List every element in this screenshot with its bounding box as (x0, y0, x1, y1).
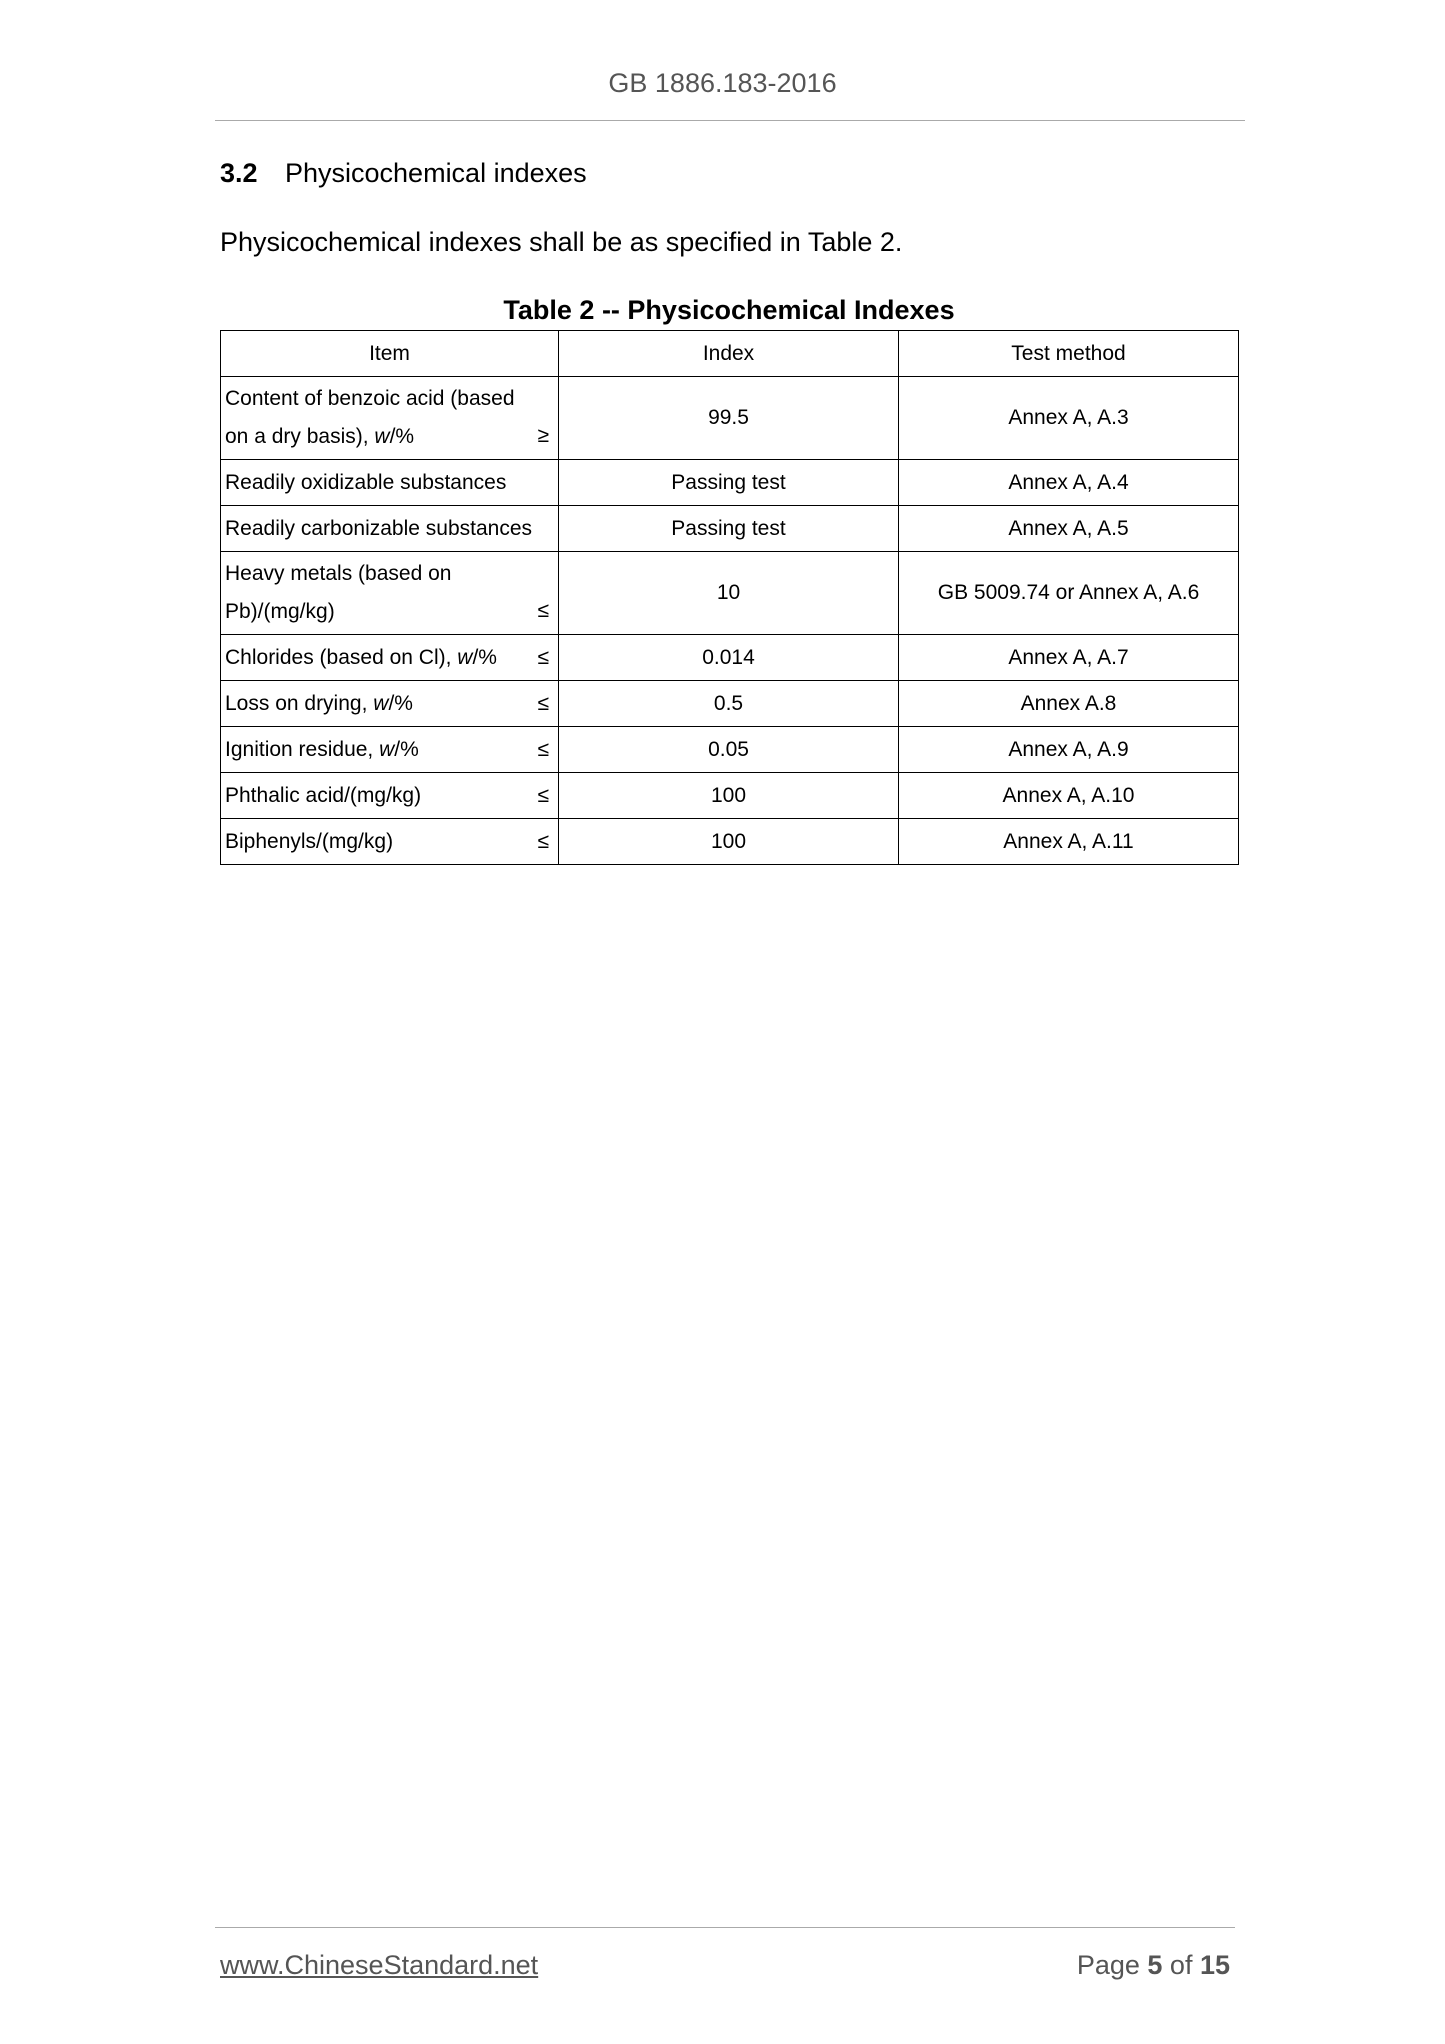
column-header-test-method: Test method (899, 331, 1239, 377)
table-caption: Table 2 -- Physicochemical Indexes (503, 295, 955, 325)
header-divider (215, 120, 1245, 121)
test-method-cell: Annex A, A.5 (899, 506, 1239, 552)
table-row (221, 552, 1239, 635)
section-heading (220, 158, 587, 189)
website-link[interactable]: www.ChineseStandard.net (220, 1950, 539, 1980)
item-cell: Phthalic acid/(mg/kg) ≤ (221, 773, 559, 819)
test-method-cell: Annex A, A.11 (899, 819, 1239, 865)
index-cell: 0.5 (559, 681, 899, 727)
table-row (221, 506, 1239, 552)
table-header-row (221, 331, 1239, 377)
index-cell: 99.5 (559, 377, 899, 460)
test-method-cell: Annex A, A.10 (899, 773, 1239, 819)
page-number: Page 5 of 15 (1076, 1950, 1230, 1980)
item-cell: Readily carbonizable substances (221, 506, 559, 552)
comparison-symbol: ≤ (537, 692, 549, 715)
column-header-item: Item (221, 331, 559, 377)
test-method-cell: Annex A, A.3 (899, 377, 1239, 460)
test-method-cell: Annex A, A.4 (899, 460, 1239, 506)
test-method-cell: Annex A, A.9 (899, 727, 1239, 773)
footer-divider (215, 1927, 1235, 1928)
index-cell: 100 (559, 773, 899, 819)
test-method-cell: Annex A, A.7 (899, 635, 1239, 681)
comparison-symbol: ≥ (537, 424, 549, 447)
table-row (221, 635, 1239, 681)
comparison-symbol: ≤ (537, 738, 549, 761)
intro-paragraph: Physicochemical indexes shall be as specified in Table 2. (220, 227, 903, 257)
item-cell: Readily oxidizable substances (221, 460, 559, 506)
physicochemical-table (220, 330, 1239, 865)
table-row (221, 681, 1239, 727)
document-header: GB 1886.183-2016 (608, 68, 837, 98)
test-method-cell: Annex A.8 (899, 681, 1239, 727)
index-cell: 0.014 (559, 635, 899, 681)
comparison-symbol: ≤ (537, 599, 549, 622)
section-title: Physicochemical indexes (285, 158, 587, 188)
index-cell: 10 (559, 552, 899, 635)
table-row (221, 727, 1239, 773)
comparison-symbol: ≤ (537, 830, 549, 853)
item-cell: Biphenyls/(mg/kg) ≤ (221, 819, 559, 865)
item-cell: Content of benzoic acid (based on a dry basis), w/% ≥ (221, 377, 559, 460)
item-cell: Ignition residue, w/% ≤ (221, 727, 559, 773)
item-cell: Chlorides (based on Cl), w/% ≤ (221, 635, 559, 681)
index-cell: Passing test (559, 506, 899, 552)
column-header-index: Index (559, 331, 899, 377)
test-method-cell: GB 5009.74 or Annex A, A.6 (899, 552, 1239, 635)
item-cell: Heavy metals (based on Pb)/(mg/kg) ≤ (221, 552, 559, 635)
item-cell: Loss on drying, w/% ≤ (221, 681, 559, 727)
comparison-symbol: ≤ (537, 784, 549, 807)
section-number: 3.2 (220, 158, 258, 188)
table-row (221, 460, 1239, 506)
index-cell: 100 (559, 819, 899, 865)
table-row (221, 377, 1239, 460)
table-row (221, 773, 1239, 819)
index-cell: 0.05 (559, 727, 899, 773)
table-row (221, 819, 1239, 865)
index-cell: Passing test (559, 460, 899, 506)
comparison-symbol: ≤ (537, 646, 549, 669)
